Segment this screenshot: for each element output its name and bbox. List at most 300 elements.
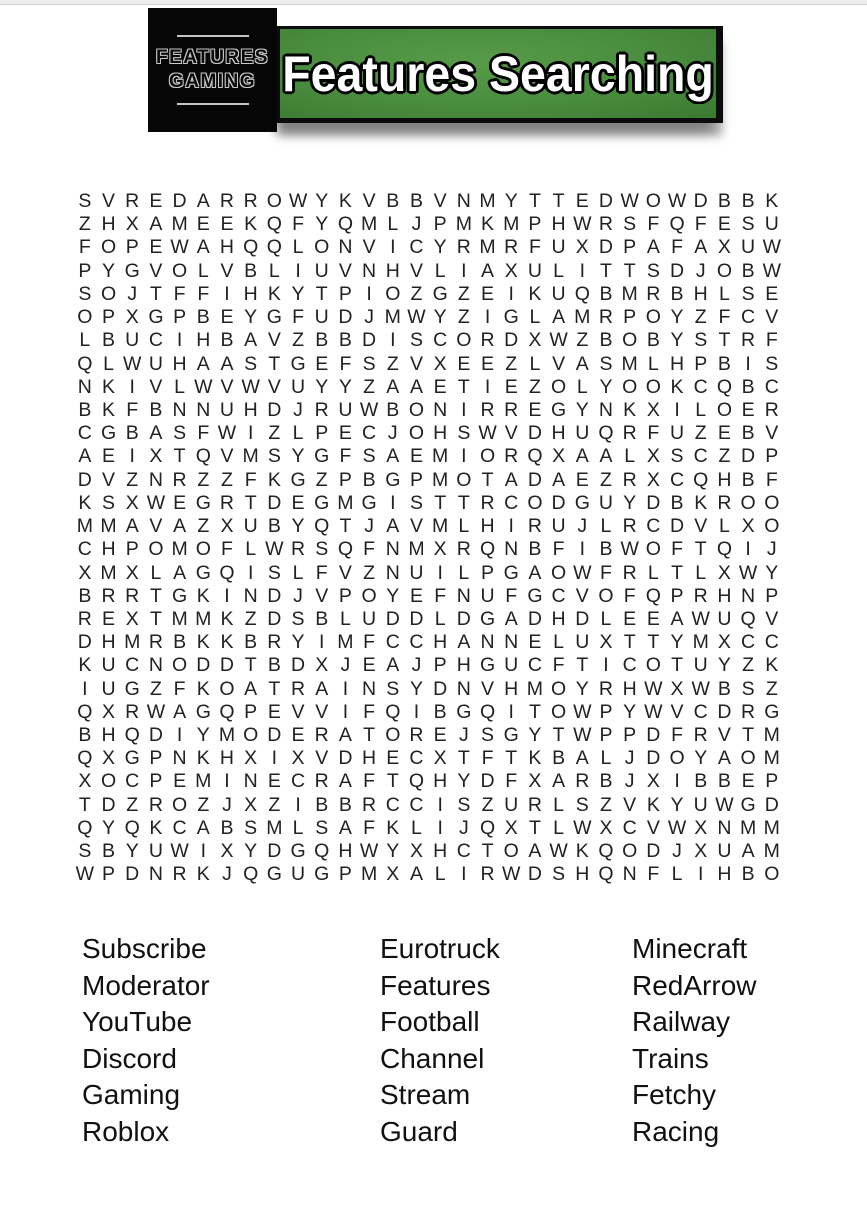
grid-cell[interactable]: R: [622, 515, 637, 538]
grid-cell[interactable]: I: [390, 236, 396, 259]
grid-cell[interactable]: K: [220, 631, 234, 654]
grid-cell[interactable]: Y: [670, 793, 684, 816]
grid-cell[interactable]: A: [575, 747, 589, 770]
grid-cell[interactable]: E: [409, 445, 423, 468]
grid-cell[interactable]: L: [245, 538, 257, 561]
grid-cell[interactable]: K: [196, 584, 210, 607]
grid-cell[interactable]: T: [600, 259, 612, 282]
grid-cell[interactable]: B: [78, 584, 92, 607]
grid-cell[interactable]: C: [551, 584, 566, 607]
grid-cell[interactable]: L: [79, 329, 91, 352]
grid-cell[interactable]: X: [694, 816, 708, 839]
grid-cell[interactable]: D: [764, 793, 779, 816]
grid-cell[interactable]: L: [529, 352, 541, 375]
grid-cell[interactable]: O: [551, 700, 567, 723]
grid-cell[interactable]: E: [646, 607, 660, 630]
grid-cell[interactable]: M: [76, 515, 93, 538]
grid-cell[interactable]: F: [339, 352, 352, 375]
grid-cell[interactable]: Y: [623, 491, 637, 514]
grid-cell[interactable]: H: [622, 677, 637, 700]
grid-cell[interactable]: J: [577, 515, 588, 538]
grid-cell[interactable]: O: [361, 584, 377, 607]
grid-cell[interactable]: N: [385, 561, 400, 584]
grid-cell[interactable]: E: [220, 213, 234, 236]
grid-cell[interactable]: T: [386, 770, 399, 793]
grid-cell[interactable]: B: [267, 654, 281, 677]
grid-cell[interactable]: X: [102, 700, 116, 723]
grid-cell[interactable]: Z: [197, 515, 210, 538]
grid-cell[interactable]: Y: [575, 398, 589, 421]
grid-cell[interactable]: S: [694, 329, 708, 352]
grid-cell[interactable]: Q: [598, 422, 614, 445]
grid-cell[interactable]: L: [292, 561, 304, 584]
grid-cell[interactable]: J: [411, 213, 422, 236]
grid-cell[interactable]: B: [315, 607, 329, 630]
grid-cell[interactable]: N: [504, 538, 519, 561]
grid-cell[interactable]: B: [220, 816, 234, 839]
grid-cell[interactable]: X: [78, 561, 92, 584]
grid-cell[interactable]: D: [125, 863, 140, 886]
grid-cell[interactable]: X: [125, 306, 139, 329]
grid-cell[interactable]: J: [695, 259, 706, 282]
grid-cell[interactable]: J: [624, 770, 635, 793]
grid-cell[interactable]: W: [762, 236, 781, 259]
grid-cell[interactable]: B: [196, 306, 210, 329]
grid-cell[interactable]: P: [338, 282, 352, 305]
grid-cell[interactable]: B: [741, 375, 755, 398]
grid-cell[interactable]: Z: [410, 282, 423, 305]
grid-cell[interactable]: L: [624, 445, 636, 468]
grid-cell[interactable]: S: [362, 352, 376, 375]
grid-cell[interactable]: G: [479, 654, 496, 677]
grid-cell[interactable]: R: [622, 561, 637, 584]
grid-cell[interactable]: D: [456, 607, 471, 630]
grid-cell[interactable]: E: [386, 747, 400, 770]
grid-cell[interactable]: F: [671, 724, 683, 747]
grid-cell[interactable]: C: [527, 654, 542, 677]
grid-cell[interactable]: W: [123, 352, 142, 375]
grid-cell[interactable]: A: [457, 631, 471, 654]
grid-cell[interactable]: N: [480, 631, 495, 654]
grid-cell[interactable]: U: [243, 515, 258, 538]
grid-cell[interactable]: P: [125, 236, 139, 259]
grid-cell[interactable]: C: [764, 375, 779, 398]
grid-cell[interactable]: Q: [479, 538, 496, 561]
grid-cell[interactable]: D: [480, 770, 495, 793]
grid-cell[interactable]: E: [220, 306, 234, 329]
grid-cell[interactable]: C: [172, 816, 187, 839]
grid-cell[interactable]: A: [717, 747, 731, 770]
grid-cell[interactable]: C: [741, 631, 756, 654]
grid-cell[interactable]: H: [433, 840, 448, 863]
grid-cell[interactable]: P: [409, 468, 423, 491]
grid-cell[interactable]: L: [268, 259, 280, 282]
grid-cell[interactable]: O: [456, 468, 472, 491]
grid-cell[interactable]: A: [481, 259, 495, 282]
grid-cell[interactable]: Q: [385, 700, 401, 723]
grid-cell[interactable]: R: [101, 584, 116, 607]
grid-cell[interactable]: U: [338, 398, 353, 421]
grid-cell[interactable]: L: [529, 306, 541, 329]
grid-cell[interactable]: Y: [315, 190, 329, 212]
grid-cell[interactable]: U: [764, 213, 779, 236]
grid-cell[interactable]: V: [623, 793, 637, 816]
grid-cell[interactable]: W: [715, 793, 734, 816]
grid-cell[interactable]: Q: [124, 816, 140, 839]
grid-cell[interactable]: G: [148, 306, 164, 329]
grid-cell[interactable]: R: [243, 190, 258, 212]
grid-cell[interactable]: W: [75, 863, 95, 886]
grid-cell[interactable]: U: [717, 607, 732, 630]
grid-cell[interactable]: O: [645, 306, 661, 329]
grid-cell[interactable]: W: [170, 236, 189, 259]
grid-cell[interactable]: R: [125, 584, 140, 607]
grid-cell[interactable]: Y: [599, 375, 613, 398]
grid-cell[interactable]: I: [176, 329, 183, 352]
grid-cell[interactable]: M: [763, 840, 780, 863]
grid-cell[interactable]: S: [409, 329, 423, 352]
grid-cell[interactable]: Q: [314, 515, 330, 538]
grid-cell[interactable]: G: [266, 863, 282, 886]
grid-cell[interactable]: B: [338, 329, 352, 352]
grid-cell[interactable]: A: [149, 422, 163, 445]
grid-cell[interactable]: L: [434, 863, 446, 886]
grid-cell[interactable]: I: [461, 863, 467, 886]
grid-cell[interactable]: H: [385, 259, 400, 282]
grid-cell[interactable]: Z: [78, 213, 91, 236]
grid-cell[interactable]: S: [244, 816, 258, 839]
grid-cell[interactable]: Y: [528, 724, 542, 747]
grid-cell[interactable]: F: [647, 422, 660, 445]
grid-cell[interactable]: U: [219, 398, 235, 421]
grid-cell[interactable]: I: [413, 700, 420, 723]
grid-cell[interactable]: X: [125, 213, 139, 236]
grid-cell[interactable]: T: [528, 190, 541, 212]
grid-cell[interactable]: P: [244, 700, 258, 723]
grid-cell[interactable]: O: [645, 190, 661, 212]
grid-cell[interactable]: D: [669, 515, 685, 538]
grid-cell[interactable]: L: [458, 515, 470, 538]
grid-cell[interactable]: B: [670, 282, 684, 305]
grid-cell[interactable]: N: [362, 259, 377, 282]
grid-cell[interactable]: U: [148, 840, 163, 863]
grid-cell[interactable]: N: [243, 770, 258, 793]
grid-cell[interactable]: B: [315, 793, 329, 816]
grid-cell[interactable]: U: [717, 840, 732, 863]
grid-cell[interactable]: D: [77, 631, 92, 654]
grid-cell[interactable]: F: [623, 584, 636, 607]
grid-cell[interactable]: I: [698, 863, 704, 886]
grid-cell[interactable]: G: [551, 398, 567, 421]
grid-cell[interactable]: W: [146, 700, 166, 723]
grid-cell[interactable]: Y: [291, 282, 305, 305]
grid-cell[interactable]: G: [503, 724, 519, 747]
grid-cell[interactable]: R: [314, 770, 329, 793]
grid-cell[interactable]: R: [290, 538, 306, 561]
grid-cell[interactable]: A: [575, 352, 589, 375]
grid-cell[interactable]: D: [148, 724, 163, 747]
grid-cell[interactable]: T: [149, 607, 162, 630]
grid-cell[interactable]: P: [102, 863, 116, 886]
grid-cell[interactable]: G: [503, 306, 519, 329]
grid-cell[interactable]: B: [173, 631, 187, 654]
grid-cell[interactable]: I: [366, 282, 372, 305]
grid-cell[interactable]: U: [551, 515, 566, 538]
grid-cell[interactable]: E: [528, 398, 542, 421]
grid-cell[interactable]: J: [340, 654, 351, 677]
grid-cell[interactable]: V: [717, 724, 731, 747]
grid-cell[interactable]: D: [385, 607, 400, 630]
grid-cell[interactable]: Z: [315, 468, 328, 491]
grid-cell[interactable]: B: [102, 329, 116, 352]
grid-cell[interactable]: M: [574, 306, 591, 329]
grid-cell[interactable]: B: [717, 190, 731, 212]
grid-cell[interactable]: Q: [716, 538, 732, 561]
grid-cell[interactable]: Q: [77, 352, 93, 375]
grid-cell[interactable]: P: [623, 724, 637, 747]
grid-cell[interactable]: U: [551, 236, 566, 259]
grid-cell[interactable]: W: [762, 259, 781, 282]
grid-cell[interactable]: H: [456, 654, 471, 677]
grid-cell[interactable]: V: [291, 700, 305, 723]
grid-cell[interactable]: A: [670, 607, 684, 630]
grid-cell[interactable]: W: [573, 213, 592, 236]
grid-cell[interactable]: M: [337, 631, 354, 654]
grid-cell[interactable]: I: [295, 793, 301, 816]
grid-cell[interactable]: G: [314, 445, 330, 468]
grid-cell[interactable]: E: [623, 607, 637, 630]
grid-cell[interactable]: G: [527, 584, 543, 607]
grid-cell[interactable]: A: [78, 445, 92, 468]
grid-cell[interactable]: N: [504, 631, 519, 654]
grid-cell[interactable]: G: [124, 747, 140, 770]
grid-cell[interactable]: Q: [479, 816, 496, 839]
grid-cell[interactable]: B: [433, 700, 447, 723]
grid-cell[interactable]: B: [267, 515, 281, 538]
grid-cell[interactable]: G: [100, 422, 117, 445]
grid-cell[interactable]: V: [552, 352, 566, 375]
grid-cell[interactable]: S: [457, 793, 471, 816]
grid-cell[interactable]: E: [196, 213, 210, 236]
grid-cell[interactable]: C: [433, 329, 448, 352]
grid-cell[interactable]: Z: [718, 445, 731, 468]
grid-cell[interactable]: Z: [126, 468, 139, 491]
grid-cell[interactable]: H: [362, 747, 377, 770]
grid-cell[interactable]: S: [741, 213, 755, 236]
grid-cell[interactable]: E: [717, 422, 731, 445]
grid-cell[interactable]: T: [481, 840, 494, 863]
grid-cell[interactable]: R: [480, 398, 495, 421]
grid-cell[interactable]: Y: [623, 700, 637, 723]
grid-cell[interactable]: K: [623, 398, 637, 421]
grid-cell[interactable]: K: [338, 190, 352, 212]
grid-cell[interactable]: L: [387, 213, 399, 236]
grid-cell[interactable]: Y: [125, 840, 139, 863]
grid-cell[interactable]: I: [437, 793, 443, 816]
grid-cell[interactable]: W: [407, 306, 426, 329]
grid-cell[interactable]: L: [458, 561, 470, 584]
grid-cell[interactable]: G: [479, 607, 496, 630]
grid-cell[interactable]: N: [362, 677, 377, 700]
grid-cell[interactable]: S: [646, 259, 660, 282]
grid-cell[interactable]: Y: [244, 840, 258, 863]
grid-cell[interactable]: I: [745, 538, 751, 561]
grid-cell[interactable]: X: [599, 816, 613, 839]
grid-cell[interactable]: B: [599, 538, 613, 561]
grid-cell[interactable]: X: [220, 840, 234, 863]
grid-cell[interactable]: C: [362, 422, 377, 445]
grid-cell[interactable]: O: [645, 654, 661, 677]
grid-cell[interactable]: F: [197, 282, 210, 305]
grid-cell[interactable]: J: [293, 584, 303, 607]
grid-cell[interactable]: W: [265, 538, 284, 561]
grid-cell[interactable]: G: [290, 840, 306, 863]
grid-cell[interactable]: Z: [528, 375, 541, 398]
grid-cell[interactable]: N: [456, 190, 471, 212]
grid-cell[interactable]: D: [267, 398, 282, 421]
grid-cell[interactable]: T: [694, 538, 707, 561]
grid-cell[interactable]: O: [527, 491, 543, 514]
grid-cell[interactable]: U: [480, 584, 495, 607]
grid-cell[interactable]: P: [149, 747, 163, 770]
grid-cell[interactable]: Y: [670, 306, 684, 329]
grid-cell[interactable]: D: [598, 236, 614, 259]
grid-cell[interactable]: K: [670, 375, 684, 398]
grid-cell[interactable]: D: [196, 654, 211, 677]
grid-cell[interactable]: I: [247, 422, 254, 445]
grid-cell[interactable]: D: [267, 584, 282, 607]
grid-cell[interactable]: A: [196, 236, 210, 259]
grid-cell[interactable]: E: [409, 584, 423, 607]
grid-cell[interactable]: M: [100, 515, 117, 538]
grid-cell[interactable]: M: [360, 863, 378, 886]
grid-cell[interactable]: W: [644, 677, 663, 700]
grid-cell[interactable]: H: [101, 724, 116, 747]
grid-cell[interactable]: I: [745, 352, 751, 375]
grid-cell[interactable]: F: [671, 236, 683, 259]
grid-cell[interactable]: B: [386, 190, 400, 212]
grid-cell[interactable]: X: [646, 445, 660, 468]
grid-cell[interactable]: J: [411, 654, 422, 677]
grid-cell[interactable]: I: [342, 677, 349, 700]
grid-cell[interactable]: T: [244, 491, 257, 514]
grid-cell[interactable]: L: [600, 515, 612, 538]
grid-cell[interactable]: A: [173, 700, 187, 723]
grid-cell[interactable]: W: [170, 840, 189, 863]
grid-cell[interactable]: B: [646, 329, 660, 352]
grid-cell[interactable]: K: [765, 654, 779, 677]
grid-cell[interactable]: W: [644, 700, 663, 723]
grid-cell[interactable]: F: [647, 863, 660, 886]
grid-cell[interactable]: X: [694, 840, 708, 863]
grid-cell[interactable]: K: [528, 747, 542, 770]
grid-cell[interactable]: D: [551, 491, 566, 514]
grid-cell[interactable]: H: [504, 677, 519, 700]
grid-cell[interactable]: S: [291, 607, 305, 630]
grid-cell[interactable]: M: [621, 352, 638, 375]
grid-cell[interactable]: I: [129, 445, 135, 468]
grid-cell[interactable]: X: [646, 770, 660, 793]
grid-cell[interactable]: E: [528, 631, 542, 654]
grid-cell[interactable]: R: [290, 677, 306, 700]
grid-cell[interactable]: H: [196, 329, 211, 352]
grid-cell[interactable]: L: [292, 816, 304, 839]
grid-cell[interactable]: X: [599, 631, 613, 654]
grid-cell[interactable]: W: [573, 724, 592, 747]
grid-cell[interactable]: Y: [315, 213, 329, 236]
grid-cell[interactable]: O: [100, 282, 117, 305]
grid-cell[interactable]: F: [600, 561, 612, 584]
grid-cell[interactable]: L: [174, 375, 186, 398]
grid-cell[interactable]: R: [480, 491, 495, 514]
grid-cell[interactable]: G: [290, 352, 306, 375]
grid-cell[interactable]: T: [481, 468, 494, 491]
grid-cell[interactable]: M: [408, 538, 425, 561]
grid-cell[interactable]: K: [196, 863, 210, 886]
grid-cell[interactable]: W: [359, 840, 379, 863]
grid-cell[interactable]: V: [220, 445, 234, 468]
grid-cell[interactable]: O: [551, 561, 567, 584]
grid-cell[interactable]: Q: [574, 282, 590, 305]
grid-cell[interactable]: C: [646, 515, 661, 538]
grid-cell[interactable]: H: [433, 631, 448, 654]
grid-cell[interactable]: I: [200, 840, 206, 863]
grid-cell[interactable]: E: [717, 213, 731, 236]
grid-cell[interactable]: L: [150, 561, 162, 584]
grid-cell[interactable]: V: [149, 375, 163, 398]
grid-cell[interactable]: D: [267, 491, 282, 514]
grid-cell[interactable]: G: [764, 700, 780, 723]
grid-cell[interactable]: K: [196, 677, 210, 700]
grid-cell[interactable]: W: [217, 422, 237, 445]
grid-cell[interactable]: M: [337, 491, 354, 514]
grid-cell[interactable]: Q: [243, 863, 259, 886]
grid-cell[interactable]: T: [457, 375, 470, 398]
grid-cell[interactable]: L: [434, 259, 446, 282]
grid-cell[interactable]: R: [504, 398, 519, 421]
grid-cell[interactable]: A: [173, 515, 187, 538]
grid-cell[interactable]: S: [267, 561, 281, 584]
grid-cell[interactable]: T: [623, 259, 636, 282]
grid-cell[interactable]: P: [694, 352, 708, 375]
grid-cell[interactable]: E: [457, 352, 471, 375]
grid-cell[interactable]: T: [434, 491, 447, 514]
grid-cell[interactable]: J: [364, 306, 374, 329]
grid-cell[interactable]: D: [717, 700, 732, 723]
grid-cell[interactable]: E: [741, 770, 755, 793]
grid-cell[interactable]: D: [527, 468, 542, 491]
grid-cell[interactable]: V: [765, 306, 779, 329]
grid-cell[interactable]: F: [765, 329, 778, 352]
grid-cell[interactable]: A: [196, 190, 210, 212]
grid-cell[interactable]: T: [244, 654, 257, 677]
grid-cell[interactable]: Y: [386, 840, 400, 863]
grid-cell[interactable]: B: [599, 329, 613, 352]
grid-cell[interactable]: Z: [457, 306, 470, 329]
grid-cell[interactable]: M: [218, 724, 236, 747]
grid-cell[interactable]: W: [573, 561, 592, 584]
grid-cell[interactable]: O: [764, 515, 780, 538]
grid-cell[interactable]: O: [740, 491, 756, 514]
grid-cell[interactable]: J: [364, 515, 374, 538]
grid-cell[interactable]: R: [622, 468, 637, 491]
grid-cell[interactable]: T: [528, 700, 541, 723]
grid-cell[interactable]: K: [267, 468, 281, 491]
grid-cell[interactable]: N: [172, 747, 187, 770]
grid-cell[interactable]: S: [409, 491, 423, 514]
grid-cell[interactable]: E: [102, 607, 116, 630]
grid-cell[interactable]: Z: [694, 422, 707, 445]
